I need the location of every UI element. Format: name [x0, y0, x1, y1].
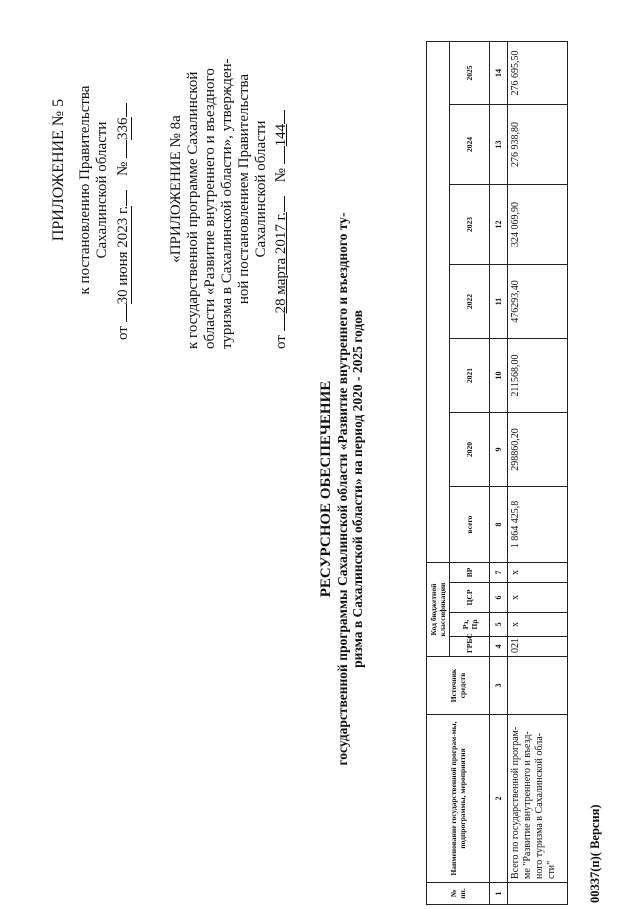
title-line1: РЕСУРСНОЕ ОБЕСПЕЧЕНИЕ — [318, 380, 334, 598]
col-number: 1 — [490, 883, 508, 905]
header-num: № пп. — [427, 883, 490, 905]
col-number: 3 — [490, 657, 508, 715]
prev-appendix-line: области «Развитие внутреннего и въездного — [202, 68, 218, 349]
row-value: 276 695,50 — [508, 42, 568, 105]
col-number: 14 — [490, 42, 508, 105]
appendix-to: к постановлению Правительства — [77, 85, 93, 295]
row-total: 1 864 425,8 — [508, 487, 568, 563]
header-total: всего — [450, 487, 490, 563]
col-number: 8 — [490, 487, 508, 563]
prev-appendix-number: 144 — [273, 123, 289, 147]
number-prefix: № — [273, 168, 289, 183]
prev-appendix-line: к государственной программе Сахалинской — [185, 71, 201, 349]
header-year: 2020 — [450, 413, 490, 487]
appendix-date: 30 июня 2023 г. — [115, 205, 131, 305]
date-prefix: от — [273, 335, 289, 349]
row-grbs: 021 — [508, 637, 568, 657]
prev-appendix-line: ной постановлением Правительства — [236, 73, 252, 305]
header-source: Источник средств — [427, 657, 490, 715]
row-value: 476293,40 — [508, 265, 568, 339]
title-line2: государственной программы Сахалинской области «Развитие внутреннего и въездного ту- — [335, 212, 350, 766]
row-name: Всего по государственной програм-ме "Развитие внутреннего и въезд-ного туризма в Сахалинской обла-сти" — [508, 715, 568, 883]
header-csr: ЦСР — [450, 583, 490, 613]
col-number: 4 — [490, 637, 508, 657]
prev-appendix-line: Сахалинской области — [253, 120, 269, 258]
col-number: 12 — [490, 185, 508, 265]
prev-appendix-line: туризма в Сахалинской области», утвержден- — [219, 58, 235, 349]
col-number: 5 — [490, 613, 508, 637]
document-title — [318, 212, 365, 766]
header-name: Наименование государственной програм-мы, подпрограммы, мероприятия — [427, 715, 490, 883]
footer-code: 00337(п)( Версия) — [588, 804, 602, 903]
header-budget-code: Код бюджетной классификации — [427, 563, 450, 657]
row-num — [508, 883, 568, 905]
row-csr: х — [508, 583, 568, 613]
row-source — [508, 657, 568, 715]
row-vr: х — [508, 563, 568, 583]
header-blank — [427, 42, 450, 563]
header-vr: ВР — [450, 563, 490, 583]
col-number: 2 — [490, 715, 508, 883]
appendix-title: ПРИЛОЖЕНИЕ № 5 — [50, 98, 67, 242]
row-rzpr: х — [508, 613, 568, 637]
col-number: 6 — [490, 583, 508, 613]
header-grbs: ГРБС — [450, 637, 490, 657]
title-line3: ризма в Сахалинской области» на период 2020 - 2025 годов — [350, 310, 365, 668]
appendix-date-line — [112, 40, 132, 340]
header-year: 2022 — [450, 265, 490, 339]
appendix-region: Сахалинской области — [94, 121, 110, 259]
row-value: 276 938,80 — [508, 105, 568, 185]
header-year: 2025 — [450, 42, 490, 105]
col-number: 9 — [490, 413, 508, 487]
col-number: 11 — [490, 265, 508, 339]
appendix-number: 336 — [115, 117, 131, 140]
resource-table — [426, 41, 568, 905]
header-year: 2021 — [450, 339, 490, 413]
row-value: 324 069,90 — [508, 185, 568, 265]
appendix-header — [50, 40, 132, 340]
header-rzpr: Рз, Пр — [450, 613, 490, 637]
col-number: 7 — [490, 563, 508, 583]
prev-appendix — [168, 29, 290, 349]
number-prefix: № — [115, 161, 131, 177]
col-number: 10 — [490, 339, 508, 413]
prev-appendix-date-line — [270, 29, 290, 349]
prev-appendix-title: «ПРИЛОЖЕНИЕ № 8а — [168, 115, 184, 263]
row-value: 211568,00 — [508, 339, 568, 413]
header-year: 2024 — [450, 105, 490, 185]
col-number: 13 — [490, 105, 508, 185]
table-row — [508, 42, 568, 905]
date-prefix: от — [115, 326, 131, 340]
header-year: 2023 — [450, 185, 490, 265]
row-value: 298860,20 — [508, 413, 568, 487]
prev-appendix-date: 28 марта 2017 г. — [273, 212, 289, 314]
